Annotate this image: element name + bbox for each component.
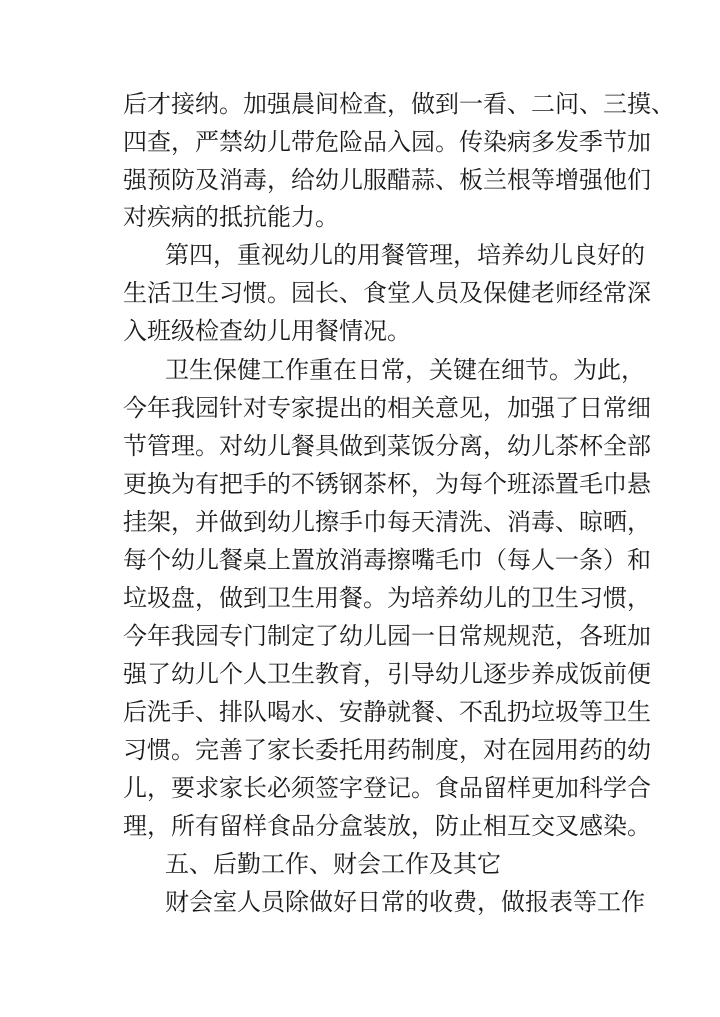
text-line: 生活卫生习惯。园长、食堂人员及保健老师经常深	[123, 279, 651, 307]
text-line: 入班级检查幼儿用餐情况。	[123, 317, 411, 345]
text-line: 今年我园针对专家提出的相关意见，加强了日常细	[123, 394, 651, 422]
text-line: 更换为有把手的不锈钢茶杯，为每个班添置毛巾悬	[123, 470, 651, 498]
text-line: 卫生保健工作重在日常，关键在细节。为此，	[165, 356, 645, 384]
text-line: 今年我园专门制定了幼儿园一日常规规范，各班加	[123, 622, 651, 650]
text-line: 第四，重视幼儿的用餐管理，培养幼儿良好的	[165, 241, 645, 269]
text-line: 四查，严禁幼儿带危险品入园。传染病多发季节加	[123, 128, 651, 156]
text-line: 后才接纳。加强晨间检查，做到一看、二问、三摸、	[123, 90, 675, 118]
text-line: 财会室人员除做好日常的收费，做报表等工作	[165, 888, 645, 916]
text-line: 挂架，并做到幼儿擦手巾每天清洗、消毒、晾晒，	[123, 508, 651, 536]
text-line: 强了幼儿个人卫生教育，引导幼儿逐步养成饭前便	[123, 660, 651, 688]
text-line: 理，所有留样食品分盒装放，防止相互交叉感染。	[123, 812, 651, 840]
text-line: 习惯。完善了家长委托用药制度，对在园用药的幼	[123, 736, 651, 764]
section-heading: 五、后勤工作、财会工作及其它	[165, 850, 501, 878]
text-line: 儿，要求家长必须签字登记。食品留样更加科学合	[123, 774, 651, 802]
text-line: 节管理。对幼儿餐具做到菜饭分离，幼儿茶杯全部	[123, 432, 651, 460]
text-line: 后洗手、排队喝水、安静就餐、不乱扔垃圾等卫生	[123, 698, 651, 726]
text-line: 垃圾盘，做到卫生用餐。为培养幼儿的卫生习惯，	[123, 584, 651, 612]
text-line: 对疾病的抵抗能力。	[123, 203, 339, 231]
text-line: 强预防及消毒，给幼儿服醋蒜、板兰根等增强他们	[123, 166, 651, 194]
text-line: 每个幼儿餐桌上置放消毒擦嘴毛巾（每人一条）和	[123, 546, 651, 574]
